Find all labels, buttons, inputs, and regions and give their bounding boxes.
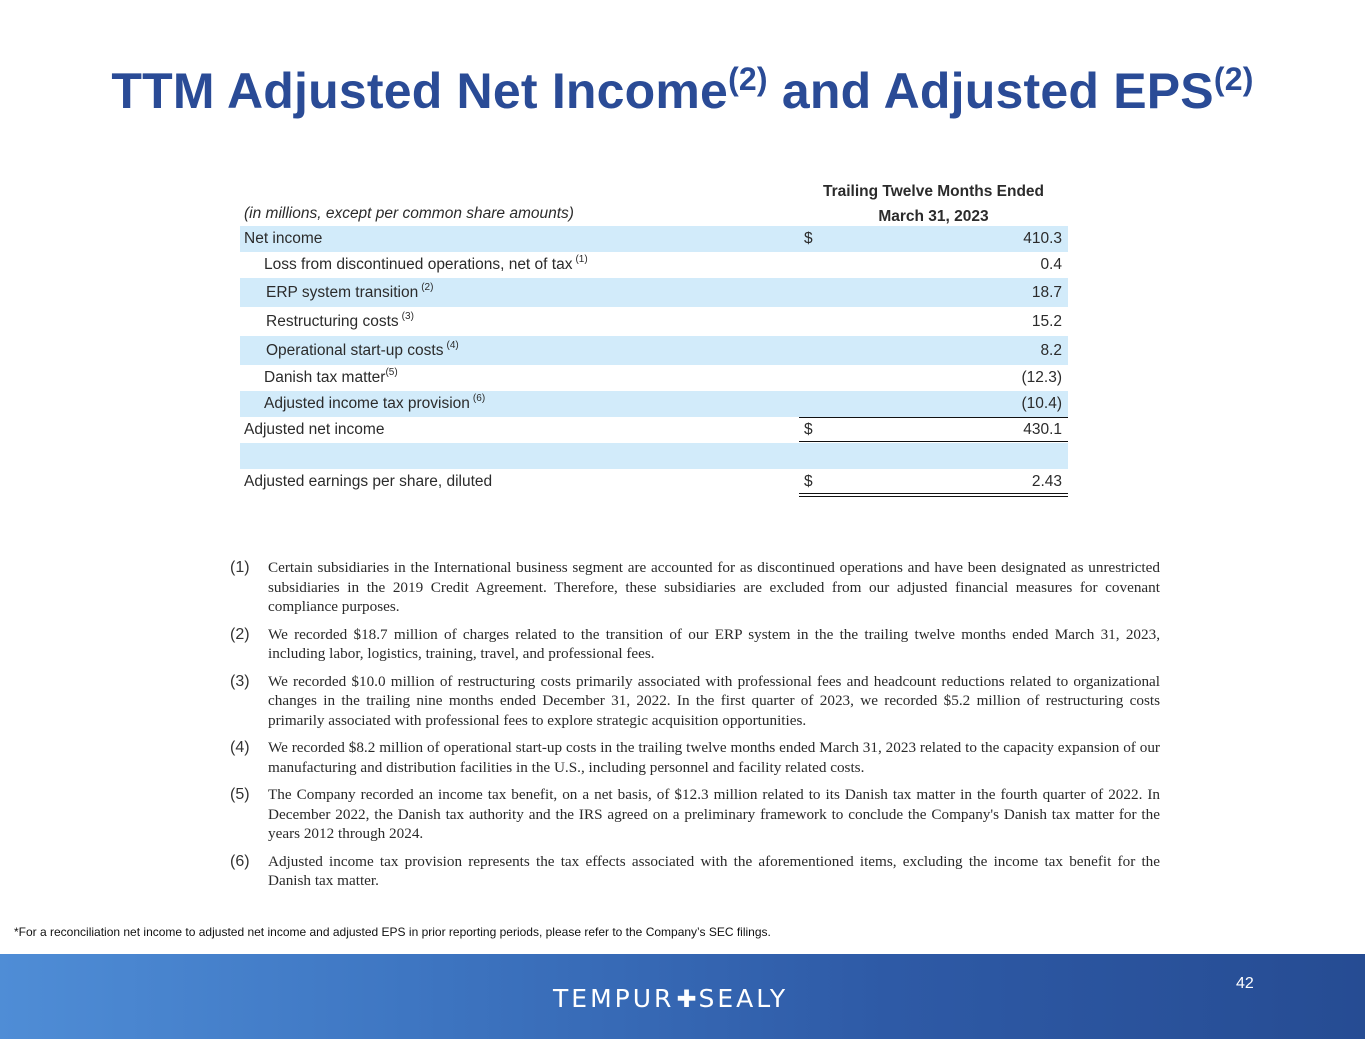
row-label: Adjusted net income — [244, 421, 385, 438]
cross-icon: ✚ — [676, 985, 697, 1013]
footnote-ref: (5) — [385, 367, 398, 378]
footnote-number: (6) — [230, 852, 250, 870]
table-row-danish-tax — [240, 365, 1068, 391]
title-footnote-ref-2: (2) — [1213, 61, 1254, 97]
row-value: 2.43 — [1031, 473, 1062, 490]
footnotes — [230, 558, 1160, 899]
table-row-adjusted-eps — [240, 469, 1068, 495]
column-header-line1: Trailing Twelve Months Ended — [822, 183, 1045, 200]
footnote-text: The Company recorded an income tax benefit, on a net basis, of $12.3 million related to its Danish tax matter in the fourth quarter of 2022. In December 2022, the Danish tax authority and the IRS agreed on a preliminary framework to conclude the Company's Danish tax matter for the years 2012 through 2024. — [268, 786, 1160, 842]
row-label — [264, 252, 588, 278]
footnote-number: (1) — [230, 559, 250, 576]
row-label — [266, 336, 459, 366]
title-footnote-ref-1: (2) — [728, 61, 768, 97]
footnote-ref: (3) — [401, 311, 414, 322]
disclaimer: *For a reconciliation net income to adjusted net income and adjusted EPS in prior reporting periods, please refer to the Company’s SEC filings. — [14, 925, 771, 939]
footnote-text: Adjusted income tax provision represents the tax effects associated with the aforementioned items, excluding the income tax benefit for the Danish tax matter. — [268, 852, 1160, 889]
column-header — [799, 179, 1068, 231]
footnote-text: Certain subsidiaries in the International business segment are accounted for as discontinued operations and have been designated as unrestricted subsidiaries in the 2019 Credit Agreement. Therefore, these subsidiaries are excluded from our adjusted financial measures for covenant compliance purposes. — [268, 559, 1160, 615]
row-label-text: Loss from discontinued operations, net of tax — [264, 256, 573, 273]
footnote-2 — [230, 625, 1160, 664]
footnote-number: (5) — [230, 786, 250, 803]
table-row-restructuring — [240, 307, 1068, 336]
footnote-number: (2) — [230, 625, 250, 643]
page-title — [0, 62, 1365, 120]
title-main: TTM Adjusted Net Income — [111, 63, 729, 119]
footnote-5 — [230, 785, 1160, 844]
footnote-1 — [230, 558, 1160, 617]
page-number: 42 — [1236, 975, 1254, 992]
title-mid: and Adjusted EPS — [767, 63, 1214, 119]
footnote-6 — [230, 852, 1160, 891]
row-value: 15.2 — [1031, 313, 1062, 330]
logo-left: TEMPUR — [553, 984, 675, 1013]
row-label: Net income — [244, 230, 323, 247]
row-label: Adjusted earnings per share, diluted — [244, 473, 493, 490]
footnote-ref: (6) — [472, 393, 486, 404]
row-label — [264, 391, 485, 417]
footnote-ref: (1) — [575, 254, 588, 265]
logo-right: SEALY — [698, 984, 789, 1013]
row-label — [264, 365, 398, 391]
footnote-ref: (2) — [421, 282, 434, 293]
column-header-line2: March 31, 2023 — [878, 208, 989, 225]
table-row-tax-provision — [240, 391, 1068, 417]
row-value: 410.3 — [1023, 230, 1062, 247]
reconciliation-table — [240, 172, 1068, 495]
table-row-startup-costs — [240, 336, 1068, 365]
table-row-net-income — [240, 226, 1068, 252]
footnote-text: We recorded $8.2 million of operational start-up costs in the trailing twelve months ended March 31, 2023 related to the capacity expansion of our manufacturing and distribution facilities in the U.S., including personnel and facility related costs. — [268, 739, 1160, 776]
table-header — [240, 172, 1068, 226]
footnote-4 — [230, 738, 1160, 777]
table-row-discontinued-ops — [240, 252, 1068, 278]
footnote-number: (3) — [230, 672, 250, 690]
table-row-erp-transition — [240, 278, 1068, 307]
row-label-text: Operational start-up costs — [266, 342, 444, 359]
currency-symbol: $ — [804, 473, 813, 490]
table-row-adjusted-net-income — [240, 417, 1068, 443]
footnote-3 — [230, 672, 1160, 731]
row-value: 0.4 — [1040, 256, 1062, 273]
tempur-sealy-logo — [553, 984, 788, 1013]
row-label — [266, 278, 433, 308]
footnote-text: We recorded $18.7 million of charges related to the transition of our ERP system in the the trailing twelve months ended March 31, 2023, including labor, logistics, training, travel, and professional fees. — [268, 625, 1160, 662]
table-row-spacer — [240, 443, 1068, 469]
row-value: 18.7 — [1031, 284, 1062, 301]
row-label-text: Restructuring costs — [266, 313, 399, 330]
row-value: 8.2 — [1040, 342, 1062, 359]
footnote-ref: (4) — [446, 340, 459, 351]
footer-bar — [0, 954, 1365, 1039]
row-label — [266, 307, 414, 337]
row-label-text: Danish tax matter — [264, 369, 386, 386]
double-underline — [799, 493, 1068, 497]
currency-symbol: $ — [804, 230, 813, 247]
row-value: (12.3) — [1021, 369, 1062, 386]
units-note: (in millions, except per common share amounts) — [244, 205, 574, 222]
row-label-text: ERP system transition — [266, 284, 419, 301]
footnote-number: (4) — [230, 739, 250, 756]
row-value: (10.4) — [1021, 395, 1062, 412]
row-label-text: Adjusted income tax provision — [264, 395, 470, 412]
row-value: 430.1 — [1023, 421, 1062, 438]
footnote-text: We recorded $10.0 million of restructuring costs primarily associated with professional fees and headcount reductions related to organizational changes in the trailing nine months ended December 31, 2022. In the first quarter of 2023, we recorded $5.2 million of restructuring costs primarily associated with professional fees to explore strategic acquisition opportunities. — [268, 672, 1160, 729]
currency-symbol: $ — [804, 421, 813, 438]
